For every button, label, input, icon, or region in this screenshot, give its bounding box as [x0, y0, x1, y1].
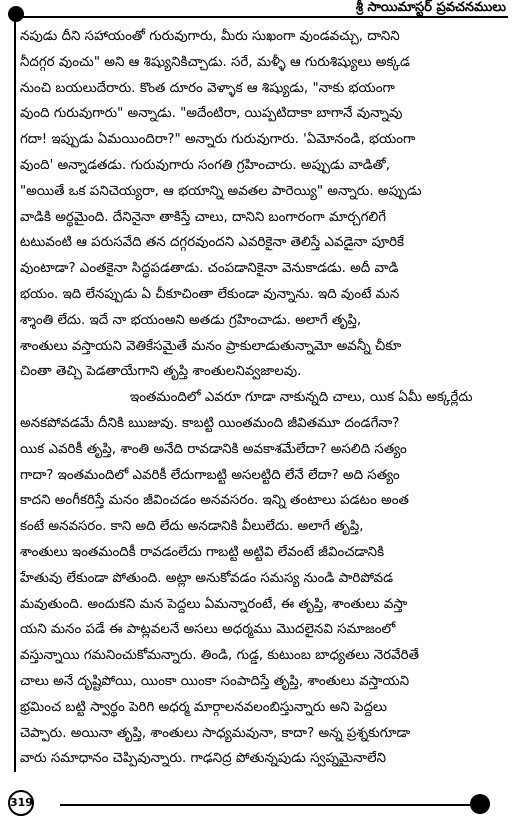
text-line: చెప్పారు. అయినా తృప్తి, శాంతులు సాధ్యమవునా, కాదా? అన్న ప్రశ్నకుగూడా [20, 725, 411, 741]
text-line: శాంతులు వస్తాయని వెతికేసమైతే మనం ప్రాకులాడుతున్నామో అవన్నీ చీకూ [20, 338, 402, 354]
header-bullet-ornament [8, 6, 24, 22]
text-line: ఇంతమందిలో ఎవరూ గూడా నాకున్నది చాలు, యిక ఏమీ అక్కర్లేదు [130, 390, 473, 406]
left-margin-rule [14, 20, 16, 772]
text-line: మవుతుంది. అందుకని మన పెద్దలు ఏమన్నారంటే, ఈ తృప్తి, శాంతులు వస్తా [20, 596, 408, 612]
footer-rule [60, 804, 490, 806]
text-line: వుంటాడా? ఎంతకైనా సిద్ధపడతాడు. చంపడానికైనా వెనుకాడడు. అదీ వాడి [20, 261, 399, 277]
text-line: శాంతులు ఇంతమందికీ రావడంలేదు గాబట్టి అట్టివి లేవంటే జీవించడానికి [20, 544, 385, 560]
text-line: వాడికి అర్థమైంది. దేనినైనా తాకిస్తే చాలు, దానిని బంగారంగా మార్చగలిగే [20, 209, 387, 225]
text-line: గాదా? ఇంతమందిలో ఎవరికీ లేదుగాబట్టి అసలట్టిది లేనే లేదా? అది సత్యం [20, 467, 400, 483]
text-line: భయం. ఇది లేనప్పుడు ఏ చీకూచింతా లేకుండా వున్నాను. ఇది వుంటే మన [20, 286, 400, 302]
page-number: 319 [8, 790, 34, 816]
text-line: కాదని అంగీకరిస్తే మనం జీవించడం అనవసరం. ఇన్ని తంటాలు పడటం అంత [20, 493, 409, 509]
text-line: శ్శాంతి లేదు. ఇదే నా భయంఅని అతడు గ్రహించాడు. అలాగే తృప్తి, [20, 312, 362, 328]
text-line: యిక ఎవరికీ తృప్తి, శాంతి అనేది రావడానికి అవకాశమేలేదా? అసలిది సత్యం [20, 441, 407, 457]
footer-bullet-ornament [470, 794, 490, 814]
text-line: చాలు అనే దృష్టిపోయి, యింకా యింకా సంపాదిస్తే తృప్తి, శాంతులు వస్తాయని [20, 673, 410, 689]
text-line: వస్తున్నాయి గమనించుకోమన్నారు. తిండి, గుడ్డ, కుటుంబ బాధ్యతలు నెరవేరితే [20, 648, 419, 664]
text-line: చింతా తెచ్చి పెడతాయేగాని తృప్తి శాంతులనివ్వజాలవు. [20, 364, 302, 380]
text-line: నుంచి బయలుదేరారు. కొంత దూరం వెళ్ళాక ఆ శిష్యుడు, "నాకు భయంగా [20, 80, 395, 96]
text-line: టటువంటి ఆ పరుసవేది తన దగ్గరవుందని ఎవరికైనా తెలిస్తే ఎవడైనా పూరికే [20, 235, 405, 251]
text-line: కంటే అనవసరం. కాని అది లేదు అనడానికి వీలులేదు. అలాగే తృప్తి, [20, 519, 364, 535]
text-line: వారు సమాధానం చెప్పివున్నారు. గాఢనిద్ర పోతున్నపుడు స్వప్నమైనాలేని [20, 751, 386, 767]
text-line: నీదగ్గర వుంచు" అని ఆ శిష్యునికిచ్చాడు. సరే, మళ్ళీ ఆ గురుశిష్యులు అక్కడ [20, 54, 410, 70]
text-line: భ్రమించ బట్టి స్వార్థం పెరిగి అధర్మ మార్గాలనవలంబిస్తున్నారు అని పెద్దలు [20, 699, 388, 715]
text-line: యని మనం పడే ఈ పాట్లవలనే అసలు అధర్మము మొదలైనవి సమాజంలో [20, 622, 396, 638]
header-rule [14, 16, 508, 18]
running-head-title: శ్రీ సాయిమాస్టర్ ప్రవచనములు [350, 0, 506, 16]
text-line: అనకపోవడమే దీనికి ఋజువు. కాబట్టి యింతమంది జీవితమూ దండగేనా? [20, 415, 400, 431]
text-line: "అయితే ఒక పనిచెయ్యరా, ఆ భయాన్ని అవతల పారెయ్యి" అన్నారు. అప్పుడు [20, 183, 422, 199]
paragraph-2 [20, 385, 498, 772]
text-line: వుంది' అన్నాడతడు. గురువుగారు సంగతి గ్రహించారు. అప్పుడు వాడితో, [20, 157, 390, 173]
page-body-text [20, 24, 498, 772]
text-line: నపుడు దీని సహాయంతో గురువుగారు, మీరు సుఖంగా వుండవచ్చు, దానిని [20, 29, 400, 44]
text-line: గదా! ఇప్పుడు ఏమయిందిరా?" అన్నారు గురువుగారు. 'ఏమోనండి, భయంగా [20, 132, 416, 148]
paragraph-1 [20, 24, 498, 385]
text-line: వుంది గురువుగారు" అన్నాడు. "అదేంటిరా, యిప్పటిదాకా బాగానే వున్నావు [20, 106, 403, 122]
text-line: హేతువు లేకుండా పోతుంది. అట్లా అనుకోవడం సమస్య నుండి పారిపోవడ [20, 570, 393, 586]
